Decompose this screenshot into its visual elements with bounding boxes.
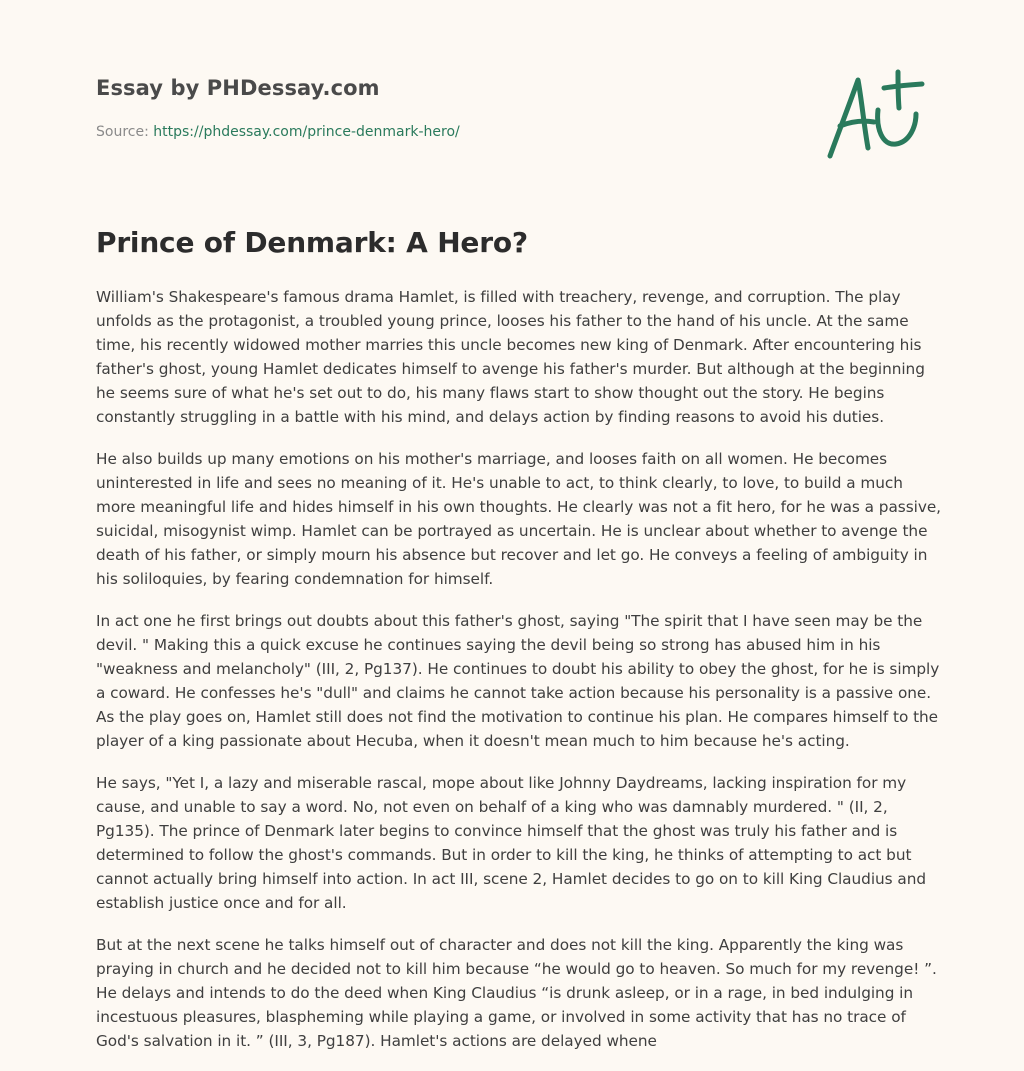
source-label: Source:: [96, 124, 154, 140]
essay-paragraph: He says, "Yet I, a lazy and miserable rascal, mope about like Johnny Daydreams, lacking inspiration for my cause, and unable to say a word. No, not even on behalf of a king who was damnably murdered. " (II, 2, Pg135). The prince of Denmark later begins to convince himself that the ghost was truly his father and is determined to follow the ghost's commands. But in order to kill the king, he thinks of attempting to act but cannot actually bring himself into action. In act III, scene 2, Hamlet decides to go on to kill King Claudius and establish justice once and for all.: [96, 774, 927, 912]
essay-header: [96, 0, 928, 180]
essay-body: [96, 285, 942, 1071]
essay-paragraph: But at the next scene he talks himself out of character and does not kill the king. Apparently the king was praying in church and he decided not to kill him because “he would go to heaven. So much for my revenge! ”. He delays and intends to do the deed when King Claudius “is drunk asleep, or in a rage, in bed indulging in incestuous pleasures, blaspheming while playing a game, or involved in some activity that has no trace of God's salvation in it. ” (III, 3, Pg187). Hamlet's actions are delayed whene: [96, 936, 937, 1050]
source-link[interactable]: https://phdessay.com/prince-denmark-hero/: [153, 124, 460, 140]
essay-paragraph: In act one he first brings out doubts about this father's ghost, saying "The spirit that I have seen may be the devil. " Making this a quick excuse he continues saying the devil being so strong has abused him in his "weakness and melancholy" (III, 2, Pg137). He continues to doubt his ability to obey the ghost, for he is simply a coward. He confesses he's "dull" and claims he cannot take action because his personality is a passive one. As the play goes on, Hamlet still does not find the motivation to continue his plan. He compares himself to the player of a king passionate about Hecuba, when it doesn't mean much to him because he's acting.: [96, 612, 940, 750]
essay-title: Prince of Denmark: A Hero?: [96, 226, 528, 259]
site-brand: Essay by PHDessay.com: [96, 76, 380, 100]
source-line: [96, 124, 460, 140]
a-plus-logo-icon: [824, 68, 928, 164]
essay-paragraph: He also builds up many emotions on his mother's marriage, and looses faith on all women. He becomes uninterested in life and sees no meaning of it. He's unable to act, to think clearly, to love, to build a much more meaningful life and hides himself in his own thoughts. He clearly was not a fit hero, for he was a passive, suicidal, misogynist wimp. Hamlet can be portrayed as uncertain. He is unclear about whether to avenge the death of his father, or simply mourn his absence but recover and let go. He conveys a feeling of ambiguity in his soliloquies, by fearing condemnation for himself.: [96, 450, 941, 588]
essay-paragraph: William's Shakespeare's famous drama Hamlet, is filled with treachery, revenge, and corruption. The play unfolds as the protagonist, a troubled young prince, looses his father to the hand of his uncle. At the same time, his recently widowed mother marries this uncle becomes new king of Denmark. After encountering his father's ghost, young Hamlet dedicates himself to avenge his father's murder. But although at the beginning he seems sure of what he's set out to do, his many flaws start to show thought out the story. He begins constantly struggling in a battle with his mind, and delays action by finding reasons to avoid his duties.: [96, 288, 925, 426]
